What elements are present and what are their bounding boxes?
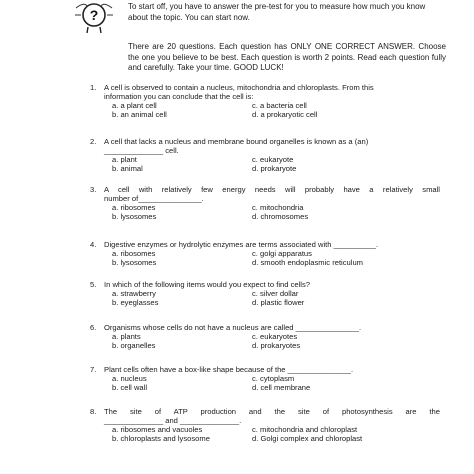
choice-b[interactable]: b. lysosomes [112,212,157,221]
question-number: 7. [90,365,97,374]
choice-c[interactable]: c. a bacteria cell [252,101,307,110]
choice-b[interactable]: b. chloroplasts and lysosome [112,434,210,443]
choice-list [90,425,440,443]
question-1 [90,83,440,119]
choice-d[interactable]: d. prokaryote [252,164,297,173]
question-4 [90,240,440,267]
choice-list [90,249,440,267]
question-number: 5. [90,280,97,289]
question-mark-thinking-head-icon [73,0,115,34]
question-text: A cell with relatively few energy needs will probably have a relatively small [104,185,440,194]
question-2 [90,137,440,173]
question-3 [90,185,440,221]
question-text-continued: ______________ cell. [104,146,179,155]
choice-d[interactable]: d. a prokaryotic cell [252,110,318,119]
choice-d[interactable]: d. chromosomes [252,212,309,221]
choice-d[interactable]: d. prokaryotes [252,341,301,350]
choice-list [90,155,440,173]
choice-a[interactable]: a. ribosomes [112,203,156,212]
choice-list [90,374,440,392]
question-text: Organisms whose cells do not have a nucleus are called _______________. [104,323,362,332]
choice-b[interactable]: b. lysosomes [112,258,157,267]
question-number: 6. [90,323,97,332]
question-text: A cell is observed to contain a nucleus, mitochondria and chloroplasts. From this [104,83,374,92]
question-text: In which of the following items would you expect to find cells? [104,280,310,289]
question-5 [90,280,440,307]
question-8 [90,407,440,443]
choice-a[interactable]: a. strawberry [112,289,156,298]
choice-c[interactable]: c. golgi apparatus [252,249,312,258]
question-text-continued: information you can conclude that the cell is: [104,92,254,101]
question-7 [90,365,440,392]
choice-c[interactable]: c. silver dollar [252,289,299,298]
question-text-continued: number of_______________. [104,194,204,203]
question-text: Digestive enzymes or hydrolytic enzymes are terms associated with __________. [104,240,378,249]
choice-c[interactable]: c. eukaryote [252,155,294,164]
choice-b[interactable]: b. organelles [112,341,156,350]
question-number: 3. [90,185,97,194]
intro-text: To start off, you have to answer the pre-test for you to measure how much you know about the topic. You can start now. [128,2,426,22]
question-6 [90,323,440,350]
question-text: The site of ATP production and the site of photosynthesis are the [104,407,440,416]
choice-a[interactable]: a. nucleus [112,374,147,383]
choice-c[interactable]: c. cytoplasm [252,374,295,383]
choice-list [90,101,440,119]
choice-list [90,203,440,221]
choice-a[interactable]: a. plants [112,332,141,341]
choice-b[interactable]: b. cell wall [112,383,148,392]
question-number: 1. [90,83,97,92]
choice-a[interactable]: a. ribosomes and vacuoles [112,425,203,434]
choice-c[interactable]: c. eukaryotes [252,332,298,341]
choice-list [90,332,440,350]
logo-question-mark: ? [89,7,99,23]
instructions-text: There are 20 questions. Each question has ONLY ONE CORRECT ANSWER. Choose the one you believe to be best. Each question is worth 2 points. Read each question fully and carefully. Take your time. GOOD LUCK! [128,42,446,73]
choice-b[interactable]: b. eyeglasses [112,298,159,307]
choice-b[interactable]: b. animal [112,164,143,173]
choice-d[interactable]: d. plastic flower [252,298,305,307]
choice-d[interactable]: d. cell membrane [252,383,311,392]
choice-list [90,289,440,307]
question-text-continued: ______________ and ______________. [104,416,242,425]
question-number: 4. [90,240,97,249]
choice-a[interactable]: a. ribosomes [112,249,156,258]
choice-a[interactable]: a. a plant cell [112,101,157,110]
question-number: 8. [90,407,97,416]
choice-c[interactable]: c. mitochondria [252,203,304,212]
choice-d[interactable]: d. smooth endoplasmic reticulum [252,258,364,267]
question-number: 2. [90,137,97,146]
choice-c[interactable]: c. mitochondria and chloroplast [252,425,358,434]
choice-b[interactable]: b. an animal cell [112,110,167,119]
question-text: A cell that lacks a nucleus and membrane bound organelles is known as a (an) [104,137,369,146]
choice-d[interactable]: d. Golgi complex and chloroplast [252,434,363,443]
question-text: Plant cells often have a box-like shape because of the _______________. [104,365,354,374]
choice-a[interactable]: a. plant [112,155,137,164]
